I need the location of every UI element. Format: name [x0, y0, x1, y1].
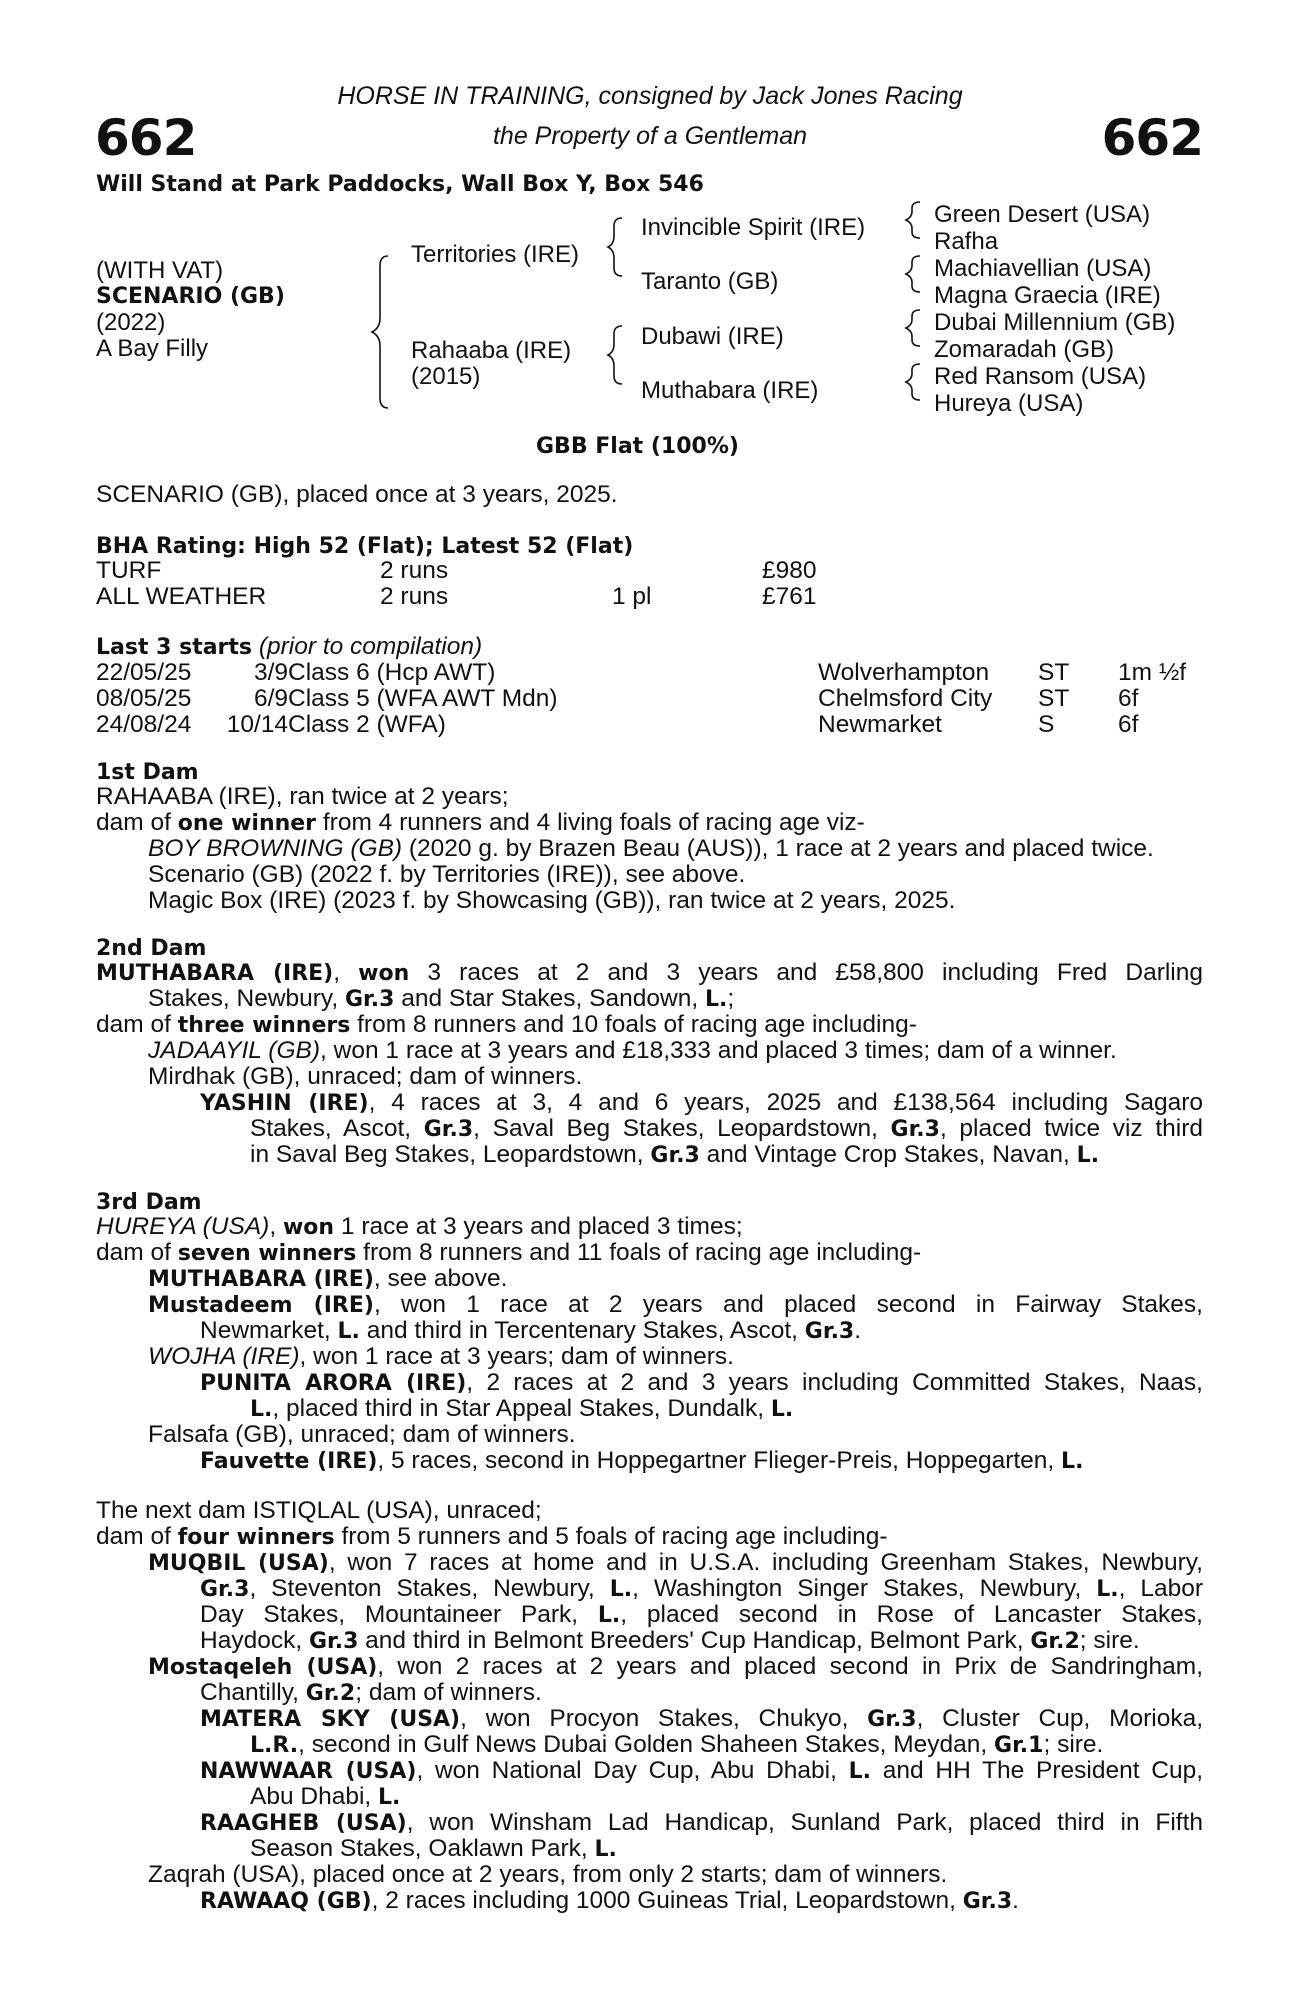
- rating-row-aw-prize: £761: [762, 583, 817, 610]
- gg-1: Green Desert (USA): [934, 201, 1151, 228]
- dam2-yashin-3: in Saval Beg Stakes, Leopardstown, Gr.3 and Vintage Crop Stakes, Navan, L.: [250, 1141, 1100, 1168]
- sire: Territories (IRE): [411, 241, 580, 268]
- gg-7: Red Ransom (USA): [934, 363, 1147, 390]
- start-going-2: ST: [1038, 685, 1070, 712]
- gg-2: Rafha: [934, 228, 999, 255]
- property-line: the Property of a Gentleman: [492, 122, 808, 150]
- dam3-punita-2: L., placed third in Star Appeal Stakes, Dundalk, L.: [250, 1395, 794, 1422]
- start-course-3: Newmarket: [818, 711, 942, 738]
- dam3-wojha: WOJHA (IRE), won 1 race at 3 years; dam of winners.: [148, 1343, 734, 1370]
- lot-number-right: 662: [1101, 109, 1203, 167]
- start-going-3: S: [1038, 711, 1055, 738]
- gg-3: Machiavellian (USA): [934, 255, 1152, 282]
- dam1-heading: 1st Dam: [96, 760, 199, 785]
- dam1-foal-2: Scenario (GB) (2022 f. by Territories (IRE)), see above.: [148, 861, 746, 888]
- dam3-dam-of: dam of seven winners from 8 runners and 11 foals of racing age including-: [96, 1239, 922, 1266]
- start-race-3: Class 2 (WFA): [288, 711, 446, 738]
- dam2-yashin-1: YASHIN (IRE), 4 races at 3, 4 and 6 years, 2025 and £138,564 including Sagaro: [200, 1089, 1203, 1116]
- sire-sire: Invincible Spirit (IRE): [641, 214, 866, 241]
- dam2-line-2: Stakes, Newbury, Gr.3 and Star Stakes, Sandown, L.;: [148, 985, 735, 1012]
- gg-6: Zomaradah (GB): [934, 336, 1115, 363]
- dam3-line-1: HUREYA (USA), won 1 race at 3 years and placed 3 times;: [96, 1213, 743, 1240]
- matera-1: MATERA SKY (USA), won Procyon Stakes, Chukyo, Gr.3, Cluster Cup, Morioka,: [200, 1705, 1204, 1732]
- mostaqeleh-1: Mostaqeleh (USA), won 2 races at 2 years and placed second in Prix de Sandringham,: [148, 1653, 1204, 1680]
- rating-row-aw-runs: 2 runs: [380, 583, 449, 610]
- dam1-dam-of: dam of one winner from 4 runners and 4 living foals of racing age viz-: [96, 809, 865, 836]
- dam3-mustadeem-1: Mustadeem (IRE), won 1 race at 2 years and placed second in Fairway Stakes,: [148, 1291, 1203, 1318]
- nawwaar-2: Abu Dhabi, L.: [250, 1783, 401, 1810]
- zaqrah: Zaqrah (USA), placed once at 2 years, from only 2 starts; dam of winners.: [148, 1861, 948, 1888]
- vat-note: (WITH VAT): [96, 257, 224, 284]
- race-summary: SCENARIO (GB), placed once at 3 years, 2025.: [96, 481, 618, 508]
- dam2-yashin-2: Stakes, Ascot, Gr.3, Saval Beg Stakes, Leopardstown, Gr.3, placed twice viz third: [250, 1115, 1203, 1142]
- starts-heading-line: [96, 634, 482, 661]
- rating-row-turf-runs: 2 runs: [380, 557, 449, 584]
- rating-row-aw-places: 1 pl: [612, 583, 652, 610]
- next-dam-dam-of: dam of four winners from 5 runners and 5 foals of racing age including-: [96, 1523, 888, 1550]
- dam2-jadaayil: JADAAYIL (GB), won 1 race at 3 years and £18,333 and placed 3 times; dam of a winner.: [148, 1037, 1117, 1064]
- dam-dam: Muthabara (IRE): [641, 377, 819, 404]
- dam2-mirdhak: Mirdhak (GB), unraced; dam of winners.: [148, 1063, 583, 1090]
- start-dist-3: 6f: [1118, 711, 1139, 738]
- start-date-2: 08/05/25: [96, 685, 192, 712]
- dam3-falsafa: Falsafa (GB), unraced; dam of winners.: [148, 1421, 576, 1448]
- start-dist-2: 6f: [1118, 685, 1139, 712]
- raagheb-2: Season Stakes, Oaklawn Park, L.: [250, 1835, 617, 1862]
- muqbil-4: Haydock, Gr.3 and third in Belmont Breeders' Cup Handicap, Belmont Park, Gr.2; sire.: [200, 1627, 1140, 1654]
- rating-heading: BHA Rating: High 52 (Flat); Latest 52 (Flat): [96, 534, 634, 559]
- rating-row-turf-surface: TURF: [96, 557, 162, 584]
- dam2-dam-of: dam of three winners from 8 runners and 10 foals of racing age including-: [96, 1011, 917, 1038]
- muqbil-1: MUQBIL (USA), won 7 races at home and in U.S.A. including Greenham Stakes, Newbury,: [148, 1549, 1203, 1576]
- start-pos-3: 10/14: [226, 711, 288, 738]
- mostaqeleh-2: Chantilly, Gr.2; dam of winners.: [200, 1679, 542, 1706]
- dam: Rahaaba (IRE): [411, 337, 572, 364]
- dam3-punita-1: PUNITA ARORA (IRE), 2 races at 2 and 3 years including Committed Stakes, Naas,: [200, 1369, 1203, 1396]
- rawaaq: RAWAAQ (GB), 2 races including 1000 Guineas Trial, Leopardstown, Gr.3.: [200, 1887, 1019, 1914]
- matera-2: L.R., second in Gulf News Dubai Golden Shaheen Stakes, Meydan, Gr.1; sire.: [250, 1731, 1104, 1758]
- next-dam-intro: The next dam ISTIQLAL (USA), unraced;: [96, 1497, 542, 1524]
- start-course-2: Chelmsford City: [818, 685, 993, 712]
- dam-year: (2015): [411, 363, 481, 390]
- horse-name: SCENARIO (GB): [96, 284, 285, 309]
- lot-number-left: 662: [95, 109, 197, 167]
- gg-8: Hureya (USA): [934, 390, 1084, 417]
- dam1-foal-1: BOY BROWNING (GB) (2020 g. by Brazen Beau (AUS)), 1 race at 2 years and placed twice.: [148, 835, 1154, 862]
- horse-description: A Bay Filly: [96, 335, 209, 362]
- dam3-heading: 3rd Dam: [96, 1190, 202, 1215]
- dam3-fauvette: Fauvette (IRE), 5 races, second in Hoppegartner Flieger-Preis, Hoppegarten, L.: [200, 1447, 1084, 1474]
- start-race-1: Class 6 (Hcp AWT): [288, 659, 496, 686]
- rating-row-turf-prize: £980: [762, 557, 817, 584]
- sire-dam: Taranto (GB): [641, 268, 779, 295]
- muqbil-2: Gr.3, Steventon Stakes, Newbury, L., Washington Singer Stakes, Newbury, L., Labor: [200, 1575, 1203, 1602]
- start-pos-1: 3/9: [253, 659, 288, 686]
- starts-note: (prior to compilation): [258, 633, 483, 660]
- start-going-1: ST: [1038, 659, 1070, 686]
- raagheb-1: RAAGHEB (USA), won Winsham Lad Handicap, Sunland Park, placed third in Fifth: [200, 1809, 1203, 1836]
- start-date-3: 24/08/24: [96, 711, 192, 738]
- gg-5: Dubai Millennium (GB): [934, 309, 1176, 336]
- dam-sire: Dubawi (IRE): [641, 323, 784, 350]
- consignor-line: HORSE IN TRAINING, consigned by Jack Jones Racing: [337, 82, 963, 110]
- dam1-foal-3: Magic Box (IRE) (2023 f. by Showcasing (GB)), ran twice at 2 years, 2025.: [148, 887, 956, 914]
- start-pos-2: 6/9: [253, 685, 288, 712]
- stand-location: Will Stand at Park Paddocks, Wall Box Y, Box 546: [96, 172, 704, 197]
- gg-4: Magna Graecia (IRE): [934, 282, 1161, 309]
- nawwaar-1: NAWWAAR (USA), won National Day Cup, Abu Dhabi, L. and HH The President Cup,: [200, 1757, 1204, 1784]
- dam2-line-1: MUTHABARA (IRE), won 3 races at 2 and 3 years and £58,800 including Fred Darling: [96, 959, 1204, 986]
- start-course-1: Wolverhampton: [818, 659, 990, 686]
- dam1-intro: RAHAABA (IRE), ran twice at 2 years;: [96, 783, 509, 810]
- muqbil-3: Day Stakes, Mountaineer Park, L., placed second in Rose of Lancaster Stakes,: [200, 1601, 1203, 1628]
- start-dist-1: 1m ½f: [1118, 659, 1187, 686]
- dam3-muthabara: MUTHABARA (IRE), see above.: [148, 1265, 508, 1292]
- rating-row-aw-surface: ALL WEATHER: [96, 583, 267, 610]
- start-date-1: 22/05/25: [96, 659, 192, 686]
- gbb-label: GBB Flat (100%): [536, 434, 739, 459]
- horse-year: (2022): [96, 309, 166, 336]
- dam3-mustadeem-2: Newmarket, L. and third in Tercentenary Stakes, Ascot, Gr.3.: [200, 1317, 862, 1344]
- dam2-heading: 2nd Dam: [96, 936, 207, 961]
- start-race-2: Class 5 (WFA AWT Mdn): [288, 685, 558, 712]
- starts-heading: Last 3 starts: [96, 635, 253, 660]
